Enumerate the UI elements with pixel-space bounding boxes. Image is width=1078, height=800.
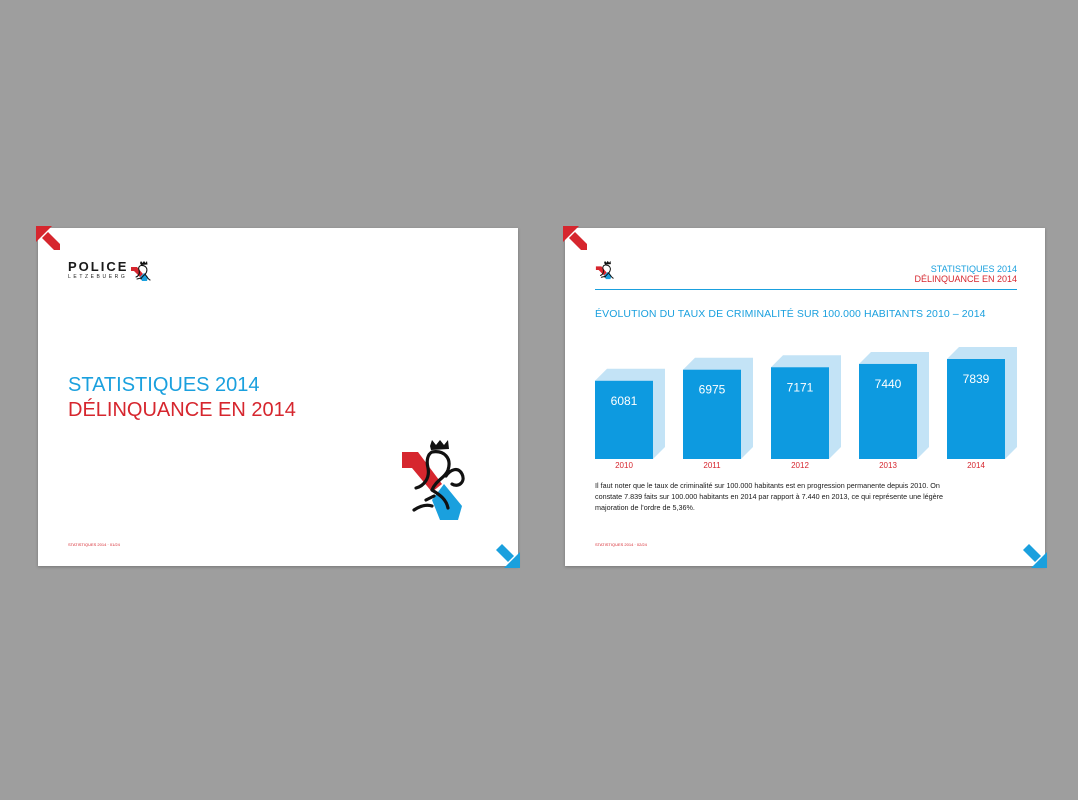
- category-label: 2012: [791, 461, 809, 470]
- crime-rate-bar-chart: [565, 328, 1045, 478]
- corner-blue-icon: [494, 542, 520, 568]
- category-label: 2013: [879, 461, 897, 470]
- cover-title: STATISTIQUES 2014: [68, 374, 260, 396]
- brand-name: POLICE: [68, 259, 129, 274]
- corner-red-icon: [563, 226, 589, 252]
- chart-title: ÉVOLUTION DU TAUX DE CRIMINALITÉ SUR 100.000 HABITANTS 2010 – 2014: [595, 308, 986, 320]
- category-label: 2014: [967, 461, 985, 470]
- page-footer: STATISTIQUES 2014 · 01/24: [68, 542, 120, 547]
- bar-value-label: 7839: [962, 372, 990, 386]
- body-line: Il faut noter que le taux de criminalité sur 100.000 habitants est en progression permanente depuis 2010. On: [595, 481, 940, 490]
- cover-subtitle: DÉLINQUANCE EN 2014: [68, 399, 296, 421]
- corner-red-icon: [36, 226, 62, 252]
- bar-value-label: 7171: [786, 380, 814, 395]
- header-divider: [595, 289, 1017, 290]
- bar-value-label: 7440: [874, 376, 902, 391]
- bar-2010: [595, 381, 653, 459]
- police-logo: [68, 260, 128, 280]
- body-paragraph: [595, 480, 1015, 513]
- brand-subtitle: LETZEBUERG: [68, 274, 128, 280]
- corner-blue-icon: [1021, 542, 1047, 568]
- lion-crest-icon: [595, 260, 615, 280]
- bar-value-label: 6081: [610, 393, 638, 408]
- header-subtitle: DÉLINQUANCE EN 2014: [914, 274, 1017, 284]
- lion-crest-icon: [130, 260, 152, 282]
- chart-slide: [565, 228, 1045, 566]
- page-footer: STATISTIQUES 2014 · 02/24: [595, 542, 647, 547]
- bar-value-label: 6975: [698, 382, 726, 397]
- category-label: 2011: [703, 461, 721, 470]
- lion-crest-icon: [402, 440, 468, 522]
- page-header: [914, 264, 1017, 284]
- category-label: 2010: [615, 461, 633, 470]
- body-line: constate 7.839 faits sur 100.000 habitants en 2014 par rapport à 7.440 en 2013, ce qui représente une légère: [595, 492, 944, 501]
- body-line: majoration de l’ordre de 5,36%.: [595, 503, 695, 512]
- header-title: STATISTIQUES 2014: [930, 264, 1017, 274]
- cover-slide: [38, 228, 518, 566]
